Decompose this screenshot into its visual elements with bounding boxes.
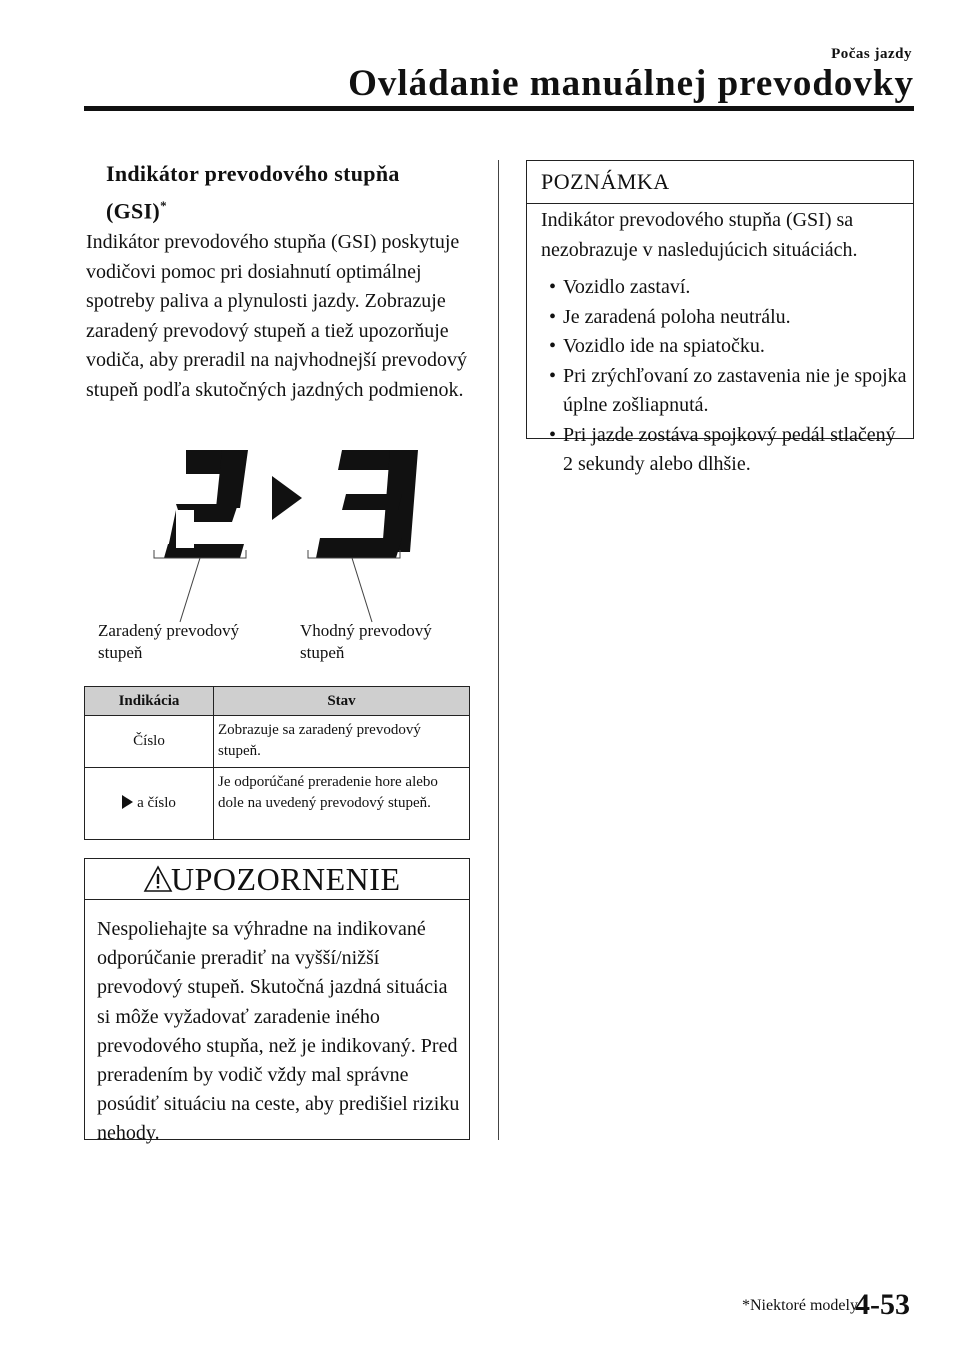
table-row bbox=[85, 716, 470, 768]
list-item: • Vozidlo zastaví. bbox=[549, 276, 691, 298]
header-rule bbox=[84, 106, 914, 111]
suitable-gear-digit bbox=[316, 450, 418, 558]
current-gear-leader bbox=[180, 558, 200, 622]
label-suitable-gear: Vhodný prevodový stupeň bbox=[300, 621, 432, 662]
note-list bbox=[547, 273, 907, 480]
table-row bbox=[85, 768, 470, 840]
gsi-description: Indikátor prevodového stupňa (GSI) poskytuje vodičovi pomoc pri dosiahnutí optimálnej spotreby paliva a plynulosti jazdy. Zobrazuje zaradený prevodový stupeň a tiež upozorňuje vodiča, aby preradil na najvhodnejší prevodový stupeň podľa skutočných jazdných podmienok. bbox=[86, 231, 467, 401]
column-header-state: Stav bbox=[214, 687, 470, 716]
note-box bbox=[526, 160, 914, 475]
column-header-indication: Indikácia bbox=[85, 687, 214, 716]
cell-state: Je odporúčané preradenie hore alebo dole na uvedený prevodový stupeň. bbox=[214, 768, 470, 840]
column-divider bbox=[498, 160, 499, 1140]
list-item: • Je zaradená poloha neutrálu. bbox=[549, 305, 791, 328]
cell-indication: Číslo bbox=[85, 716, 214, 768]
page-number: 4-53 bbox=[855, 1288, 910, 1321]
gsi-heading-line1: Indikátor prevodového stupňa bbox=[106, 161, 400, 186]
warning-title: UPOZORNENIE bbox=[171, 861, 401, 897]
current-gear-digit bbox=[164, 450, 248, 558]
list-item: • Pri jazde zostáva spojkový pedál stlačený 2 sekundy alebo dlhšie. bbox=[549, 423, 896, 475]
section-title: Počas jazdy bbox=[831, 46, 912, 62]
warning-header bbox=[85, 859, 469, 900]
suitable-gear-leader bbox=[352, 558, 372, 622]
label-current-gear: Zaradený prevodový stupeň bbox=[98, 621, 240, 662]
note-title: POZNÁMKA bbox=[541, 169, 670, 194]
table-header-row bbox=[85, 687, 470, 716]
cell-indication: a číslo bbox=[85, 768, 214, 840]
note-intro: Indikátor prevodového stupňa (GSI) sa nezobrazuje v nasledujúcich situáciách. bbox=[541, 209, 858, 261]
warning-triangle-icon bbox=[143, 865, 173, 893]
list-item: • Vozidlo ide na spiatočku. bbox=[549, 335, 765, 357]
footnote: *Niektoré modely. bbox=[742, 1297, 861, 1314]
gsi-heading-acronym: (GSI) bbox=[106, 198, 161, 224]
list-item: • Pri zrýchľovaní zo zastavenia nie je spojka úplne zošliapnutá. bbox=[549, 364, 907, 416]
some-models-mark: * bbox=[160, 198, 167, 213]
shift-up-arrow-icon bbox=[272, 476, 302, 520]
triangle-arrow-icon bbox=[122, 795, 133, 809]
warning-text: Nespoliehajte sa výhradne na indikované odporúčanie preradiť na vyšší/nižší prevodový stupeň. Skutočná jazdná situácia si môže vyžadovať zaradenie iného prevodového stupňa, než je indikovaný. Pred preradením by vodič vždy mal správne posúdiť situáciu na ceste, aby predišiel riziku nehody. bbox=[97, 918, 460, 1145]
warning-box bbox=[84, 858, 470, 1145]
gsi-heading bbox=[106, 158, 400, 227]
cell-state: Zobrazuje sa zaradený prevodový stupeň. bbox=[214, 716, 470, 768]
gsi-heading-line2 bbox=[106, 190, 400, 227]
note-header bbox=[527, 161, 913, 204]
gsi-indication-table bbox=[84, 686, 470, 840]
chapter-title: Ovládanie manuálnej prevodovky bbox=[348, 63, 914, 104]
